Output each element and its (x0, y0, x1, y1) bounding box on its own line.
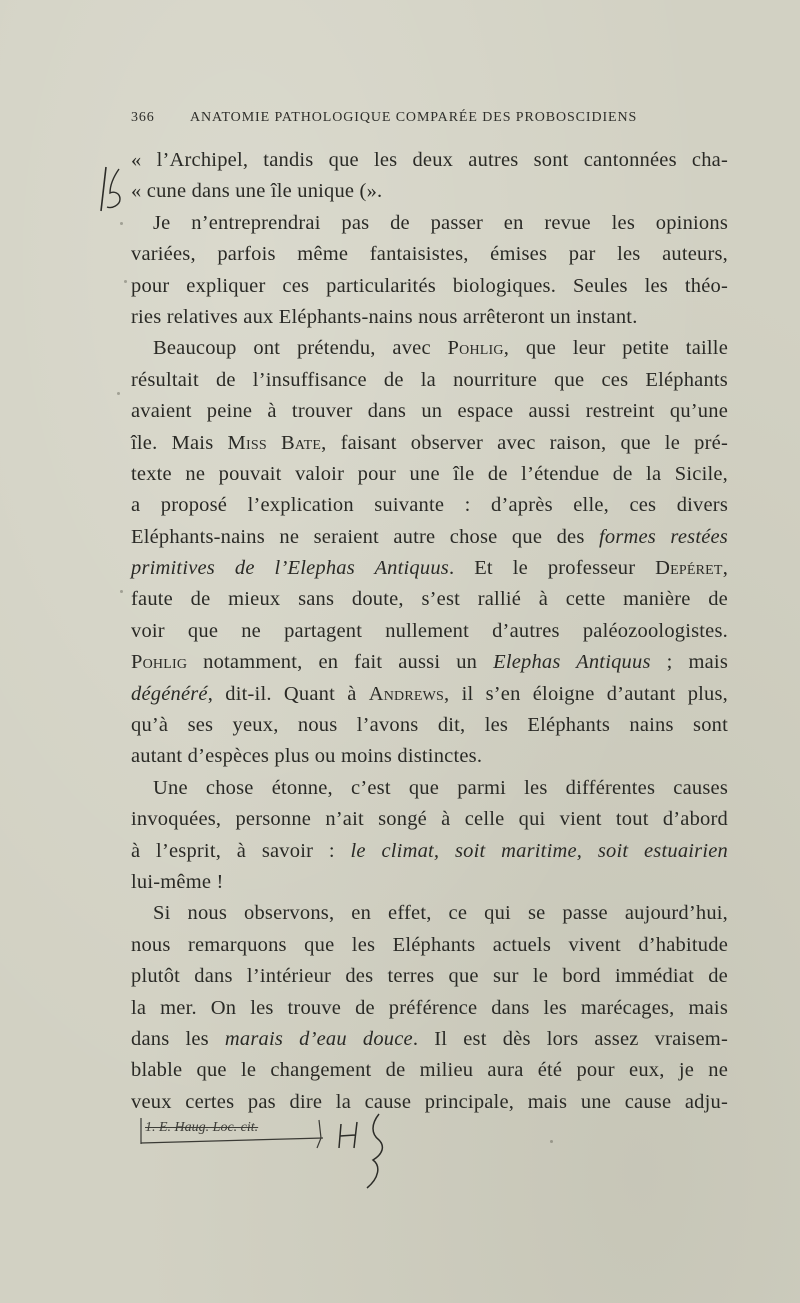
text-line (131, 176, 728, 207)
text-segment: , faisant observer avec raison, que le pré- (321, 431, 728, 454)
text-line (131, 867, 728, 898)
text-segment: Je n’entreprendrai pas de passer en revue les opinions (153, 211, 728, 234)
text-segment: Pohlig (131, 651, 188, 674)
text-segment: voir que ne partagent nullement d’autres paléozoologistes. (131, 619, 728, 642)
text-segment: , dit-il. Quant à (207, 682, 369, 705)
text-segment: Pohlig (447, 337, 504, 360)
text-segment: , il s’en éloigne d’autant plus, (444, 682, 728, 705)
page-number: 366 (131, 110, 155, 125)
text-segment: notamment, en fait aussi un (187, 651, 494, 674)
text-line (131, 898, 728, 929)
handwritten-margin-mark (98, 165, 124, 215)
text-segment: à l’esprit, à savoir : (131, 839, 351, 862)
text-line (131, 396, 728, 427)
text-line (131, 239, 728, 270)
text-line (131, 1055, 728, 1086)
text-segment: île. Mais (131, 431, 228, 454)
text-line (131, 836, 728, 867)
text-segment: . Et le professeur (448, 557, 656, 580)
text-segment: avaient peine à trouver dans un espace aussi restreint qu’une (131, 400, 728, 423)
text-segment: a proposé l’explication suivante : d’après elle, ces divers (131, 494, 728, 517)
text-segment: , que leur petite taille (503, 337, 728, 360)
text-line (131, 145, 728, 176)
text-segment: Eléphants-nains ne seraient autre chose que des (131, 525, 599, 548)
text-segment: la mer. On les trouve de préférence dans les marécages, mais (131, 996, 728, 1019)
text-segment: nous remarquons que les Eléphants actuels vivent d’habitude (131, 933, 728, 956)
text-line (131, 741, 728, 772)
text-line (131, 428, 728, 459)
text-segment: faute de mieux sans doute, s’est rallié à cette manière de (131, 588, 728, 611)
text-segment: Une chose étonne, c’est que parmi les différentes causes (153, 776, 728, 799)
text-segment: « l’Archipel, tandis que les deux autres sont cantonnées cha- (131, 149, 728, 171)
page-header (131, 110, 691, 134)
text-segment: primitives de l’Elephas Antiquus (131, 557, 449, 580)
text-segment: ries relatives aux Eléphants-nains nous arrêteront un instant. (131, 305, 638, 328)
text-segment: ; mais (650, 651, 728, 674)
text-segment: pour expliquer ces particularités biologiques. Seules les théo- (131, 274, 728, 297)
text-segment: Elephas Antiquus (493, 651, 651, 674)
text-segment: Beaucoup ont prétendu, avec (153, 337, 448, 360)
text-segment: blable que le changement de milieu aura été pour eux, je ne (131, 1059, 728, 1082)
text-segment: marais d’eau douce (224, 1027, 413, 1050)
text-segment: , (722, 557, 729, 580)
text-segment: veux certes pas dire la cause principale, mais une cause adju- (131, 1090, 728, 1113)
text-segment: résultait de l’insuffisance de la nourriture que ces Eléphants (131, 368, 728, 391)
text-segment: Depéret (655, 557, 723, 580)
text-segment: « cune dans une île unique (». (131, 180, 383, 203)
footnote (133, 1108, 403, 1198)
footnote-struck-text: 1. E. Haug. Loc. cit. (145, 1120, 259, 1135)
body-text (131, 145, 728, 1118)
text-segment: dégénéré (131, 682, 208, 705)
text-line (131, 459, 728, 490)
text-line (131, 302, 728, 333)
text-segment: plutôt dans l’intérieur des terres que sur le bord immédiat de (131, 965, 728, 988)
text-segment: . Il est dès lors assez vraisem- (412, 1027, 728, 1050)
running-title: ANATOMIE PATHOLOGIQUE COMPARÉE DES PROBOSCIDIENS (190, 110, 638, 125)
text-line (131, 553, 728, 584)
text-line (131, 993, 728, 1024)
text-line (131, 271, 728, 302)
text-segment: dans les (131, 1027, 225, 1050)
text-line (131, 679, 728, 710)
text-line (131, 647, 728, 678)
text-line (131, 584, 728, 615)
text-segment: Si nous observons, en effet, ce qui se passe aujourd’hui, (153, 902, 728, 925)
text-line (131, 208, 728, 239)
text-line (131, 490, 728, 521)
text-line (131, 930, 728, 961)
text-line (131, 522, 728, 553)
text-segment: invoquées, personne n’ait songé à celle qui vient tout d’abord (131, 808, 728, 831)
text-line (131, 773, 728, 804)
text-line (131, 333, 728, 364)
text-line (131, 710, 728, 741)
text-segment: Miss Bate (227, 431, 322, 454)
text-line (131, 1024, 728, 1055)
text-segment: Andrews (368, 682, 445, 705)
text-line (131, 365, 728, 396)
text-segment: lui-même ! (131, 870, 224, 893)
text-line (131, 961, 728, 992)
text-segment: texte ne pouvait valoir pour une île de l’étendue de la Sicile, (131, 462, 728, 485)
text-segment: variées, parfois même fantaisistes, émises par les auteurs, (131, 243, 728, 266)
text-segment: formes restées (598, 525, 728, 548)
text-segment: autant d’espèces plus ou moins distinctes. (131, 745, 483, 768)
text-segment: qu’à ses yeux, nous l’avons dit, les Eléphants nains sont (131, 714, 728, 737)
text-line (131, 804, 728, 835)
text-line (131, 616, 728, 647)
text-segment: le climat, soit maritime, soit estuairien (350, 839, 728, 862)
